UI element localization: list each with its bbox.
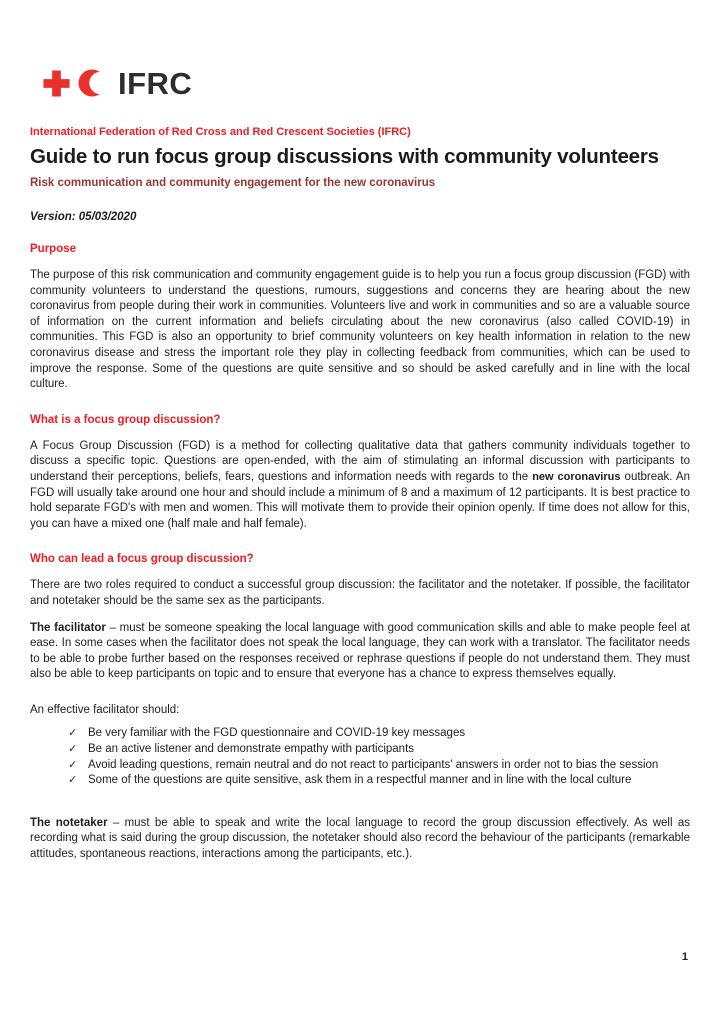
effective-facilitator-line: An effective facilitator should:: [30, 703, 180, 716]
checklist-item-text: Be an active listener and demonstrate empathy with participants: [88, 743, 415, 756]
fgd-definition-paragraph: [30, 439, 690, 533]
document-subtitle: Risk communication and community engagement for the new coronavirus: [30, 177, 436, 189]
checklist-item: [30, 726, 690, 742]
facilitator-paragraph: [30, 621, 690, 683]
facilitator-description: – must be someone speaking the local language with good communication skills and able to make people feel at ease. In some cases when the facilitator does not speak the local language, they can work with a translator. The facilitator needs to be able to probe further based on the responses received or rephrase questions if people do not understand them. They must also be able to keep participants on topic and to ensure that everyone has a chance to express themselves equally.: [30, 621, 691, 681]
checklist-item-text: Some of the questions are quite sensitive, ask them in a respectful manner and in line with the local culture: [88, 774, 632, 787]
purpose-paragraph: The purpose of this risk communication and community engagement guide is to help you run a focus group discussion (FGD) with community volunteers to understand the questions, rumours, suggestions and concerns they are hearing about the new coronavirus from people during their work in communities. Volunteers live and work in communities and so are a valuable source of information on the current information and beliefs circulating about the new coronavirus (also called COVID-19) in communities. This FGD is also an opportunity to brief community volunteers on key health information in relation to the new coronavirus disease and stress the important role they play in collecting feedback from communities, which can be used to improve the response. Some of the questions are quite sensitive and so should be asked carefully and in line with the local culture.: [30, 269, 690, 391]
fgd-definition-highlight: new coronavirus: [532, 470, 621, 483]
ifrc-logo: [42, 64, 690, 102]
notetaker-paragraph: [30, 816, 690, 863]
checkmark-icon: ✓: [68, 727, 78, 740]
checklist-item: [30, 742, 690, 758]
document-title: Guide to run focus group discussions with community volunteers: [30, 145, 659, 168]
checkmark-icon: ✓: [68, 774, 78, 787]
page-number: 1: [681, 951, 688, 963]
section-heading-who-can-lead: Who can lead a focus group discussion?: [30, 553, 254, 566]
checklist-item-text: Be very familiar with the FGD questionnaire and COVID-19 key messages: [88, 727, 466, 740]
fgd-definition-text-before: A Focus Group Discussion (FGD) is a method for collecting qualitative data that gathers community individuals together to discuss a specific topic. Questions are open-ended, with the aim of stimulating an informal discussion with participants to understand their perceptions, beliefs, fears, questions and information needs with regards to the: [30, 439, 690, 483]
checklist-item: [30, 758, 690, 774]
notetaker-lead-label: The notetaker: [30, 816, 108, 829]
section-heading-purpose: Purpose: [30, 243, 77, 255]
checkmark-icon: ✓: [68, 758, 78, 771]
checkmark-icon: ✓: [68, 743, 78, 756]
checklist-item: [30, 773, 690, 789]
section-heading-what-is-fgd: What is a focus group discussion?: [30, 413, 221, 426]
notetaker-description: – must be able to speak and write the local language to record the group discussion effectively. As well as recording what is said during the group discussion, the notetaker should also record the behaviour of the participants (remarkable attitudes, spontaneous reactions, interactions among the participants, etc.).: [30, 816, 690, 861]
organization-name-line: International Federation of Red Cross and Red Crescent Societies (IFRC): [30, 126, 411, 138]
red-cross-icon: [42, 69, 71, 98]
ifrc-logo-text: IFRC: [118, 65, 193, 101]
checklist-item-text: Avoid leading questions, remain neutral and do not react to participants' answers in order not to bias the session: [88, 758, 659, 771]
facilitator-lead-label: The facilitator: [30, 621, 106, 634]
facilitator-checklist: [30, 726, 690, 788]
version-line: Version: 05/03/2020: [30, 211, 137, 223]
roles-intro-paragraph: There are two roles required to conduct a successful group discussion: the facilitator and the notetaker. If possible, the facilitator and notetaker should be the same sex as the participants.: [30, 579, 690, 607]
fgd-definition-text-after: outbreak. An FGD will usually take around one hour and should include a minimum of 8 and a maximum of 12 participants. It is best practice to hold separate FGD's with men and women. This will motivate them to provide their opinion openly. If time does not allow for this, you can have a mixed one (half male and half female).: [30, 470, 690, 530]
red-crescent-icon: [78, 68, 108, 98]
